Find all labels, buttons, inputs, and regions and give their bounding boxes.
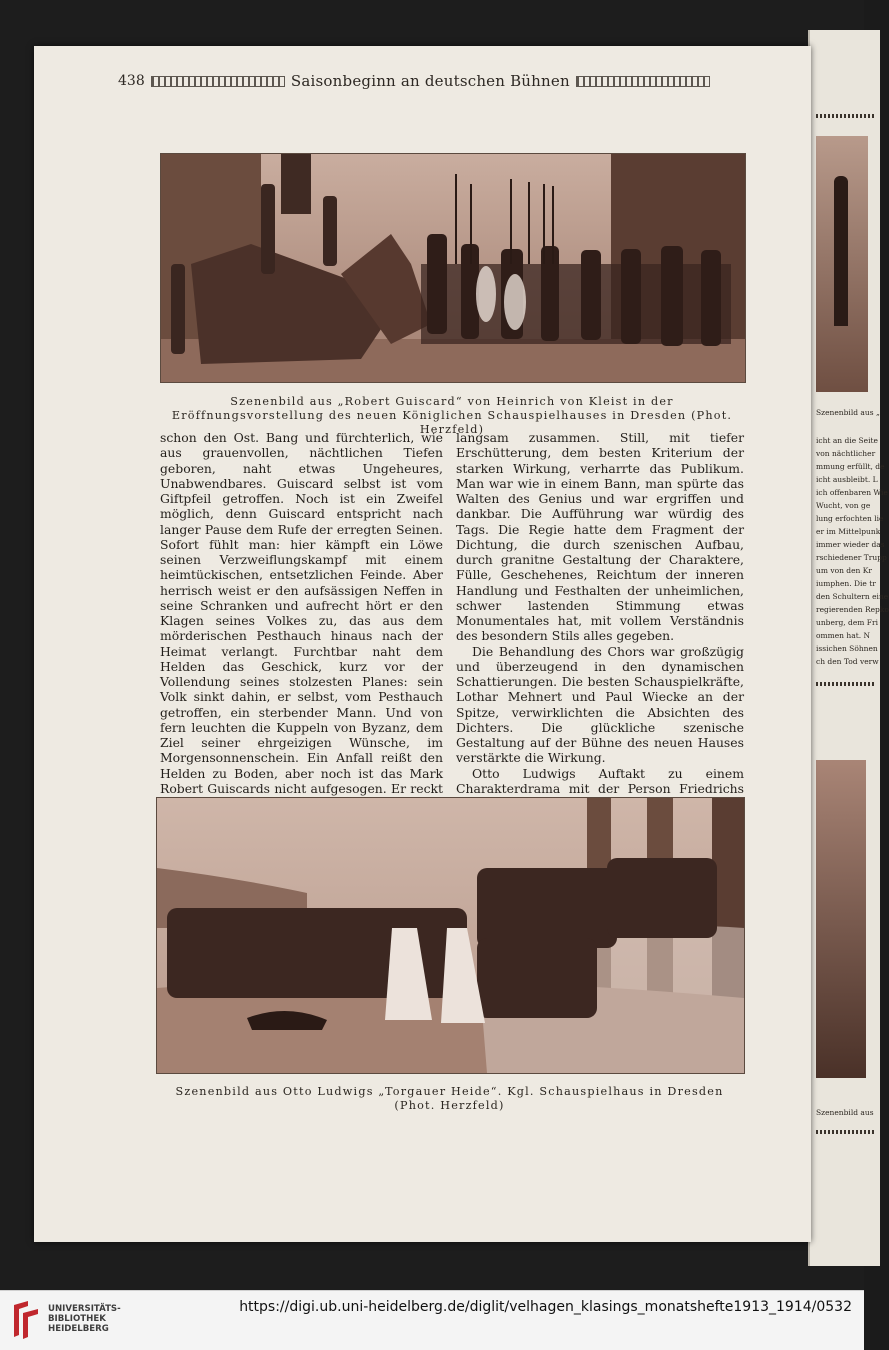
paragraph: Die Behandlung des Chors war großzügig und überzeugend in den dynamischen Schattierungen. Die besten Schauspielkräfte, Lothar Mehnert und Paul Wiecke an der Spitze, verwirklichten die Absichten des Dichters. Die glückliche szenische Gestaltung auf der Bühne des neuen Hauses verstärkte die Wirkung.: [456, 643, 744, 766]
section-title: Saisonbeginn an deutschen Bühnen: [290, 72, 570, 90]
paragraph: Otto Ludwigs Auftakt zu einem Charakterdrama mit der Person Friedrichs: [456, 765, 744, 796]
text-column-left: [160, 430, 443, 842]
facing-caption: Szenenbild aus „: [816, 408, 880, 417]
caption-bottom: Szenenbild aus Otto Ludwigs „Torgauer Heide“. Kgl. Schauspielhaus in Dresden (Phot. Herzfeld): [175, 1085, 724, 1112]
text-column-right: [456, 430, 744, 842]
stage-scene-illustration: [157, 798, 744, 1073]
library-logo-icon: [10, 1299, 42, 1339]
stage-scene-illustration: [161, 154, 745, 382]
permalink-url[interactable]: https://digi.ub.uni-heidelberg.de/diglit/velhagen_klasings_monatshefte1913_1914/0532: [239, 1299, 852, 1315]
ornament-right: [576, 76, 710, 87]
page-number: 438: [118, 73, 145, 89]
photo-robert-guiscard: [160, 153, 746, 383]
paragraph: schon den Ost. Bang und fürchterlich, wie aus grauenvollen, nächtlichen Tiefen geboren, naht etwas Ungeheures, Unabwendbares. Guiscard selbst ist vom Giftpfeil getroffen. Noch ist ein Zweifel möglich, denn Guiscard entspricht nach langer Pause dem Rufe der erregten Seinen. Sofort fühlt man: hier kämpft ein Löwe seinen Verzweiflungskampf mit einem heimtückischen, entsetzlichen Feinde. Aber herrisch weist er den aufsässigen Neffen in seine Schranken und aufrecht hört er den Klagen seines Volkes zu, das aus dem mörderischen Pesthauch hinaus nach der Heimat verlangt. Furchtbar naht dem Helden das Geschick, kurz vor der Vollendung seines stolzesten Planes: sein Volk sinkt dahin, er selbst, vom Pesthauch getroffen, ein sterbender Mann. Und von fern leuchten die Kuppeln von Byzanz, dem Ziel seiner ehrgeizigen Wünsche, im Morgensonnenschein. Ein Anfall reißt den Helden zu Boden, aber noch ist das Mark Robert Guiscards nicht aufgesogen. Er reckt: [160, 430, 443, 796]
facing-photo-2: [816, 760, 866, 1078]
photo-torgauer-heide: [156, 797, 745, 1074]
running-header: [118, 72, 710, 90]
library-logo[interactable]: [10, 1299, 121, 1339]
facing-photo: [816, 136, 868, 392]
ornament-left: [151, 76, 285, 87]
caption-top: Szenenbild aus „Robert Guiscard“ von Heinrich von Kleist in der Eröffnungsvorstellung des neuen Königlichen Schauspielhauses in Dresden (Phot. Herzfeld): [171, 395, 733, 436]
ornament-band: [816, 114, 876, 118]
paragraph: langsam zusammen. Still, mit tiefer Erschütterung, dem besten Kriterium der starken Wirkung, verharrte das Publikum. Man war wie in einem Bann, man spürte das Walten des Genius und war ergriffen und dankbar. Die Aufführung war würdig des Tags. Die Regie hatte dem Fragment der Dichtung, die durch szenischen Aufbau, durch granitne Gestaltung der Charaktere, Fülle, Geschehenes, Reichtum der inneren Handlung und Festhalten der unheimlichen, schwer lastenden Stimmung etwas Monumentales hat, mit vollem Verständnis des besondern Stils alles gegeben.: [456, 430, 744, 644]
library-name: UNIVERSITÄTS- BIBLIOTHEK HEIDELBERG: [48, 1304, 121, 1334]
facing-page-edge: Szenenbild aus „ icht an die Seite von nächtlicher mmung erfüllt, de icht ausbleibt. L ich offenbaren Wie Wucht, von ge lung erfochten lie er im Mittelpunk immer wieder das rschiedener Trupp um von den Kr iumphen. Die tr den Schultern eine regierenden Repko unberg, dem Fri ommen hat. N issichen Söhnen ch den Tod verw Szenenbild aus: [808, 30, 880, 1266]
viewer-footer: [0, 1290, 864, 1350]
